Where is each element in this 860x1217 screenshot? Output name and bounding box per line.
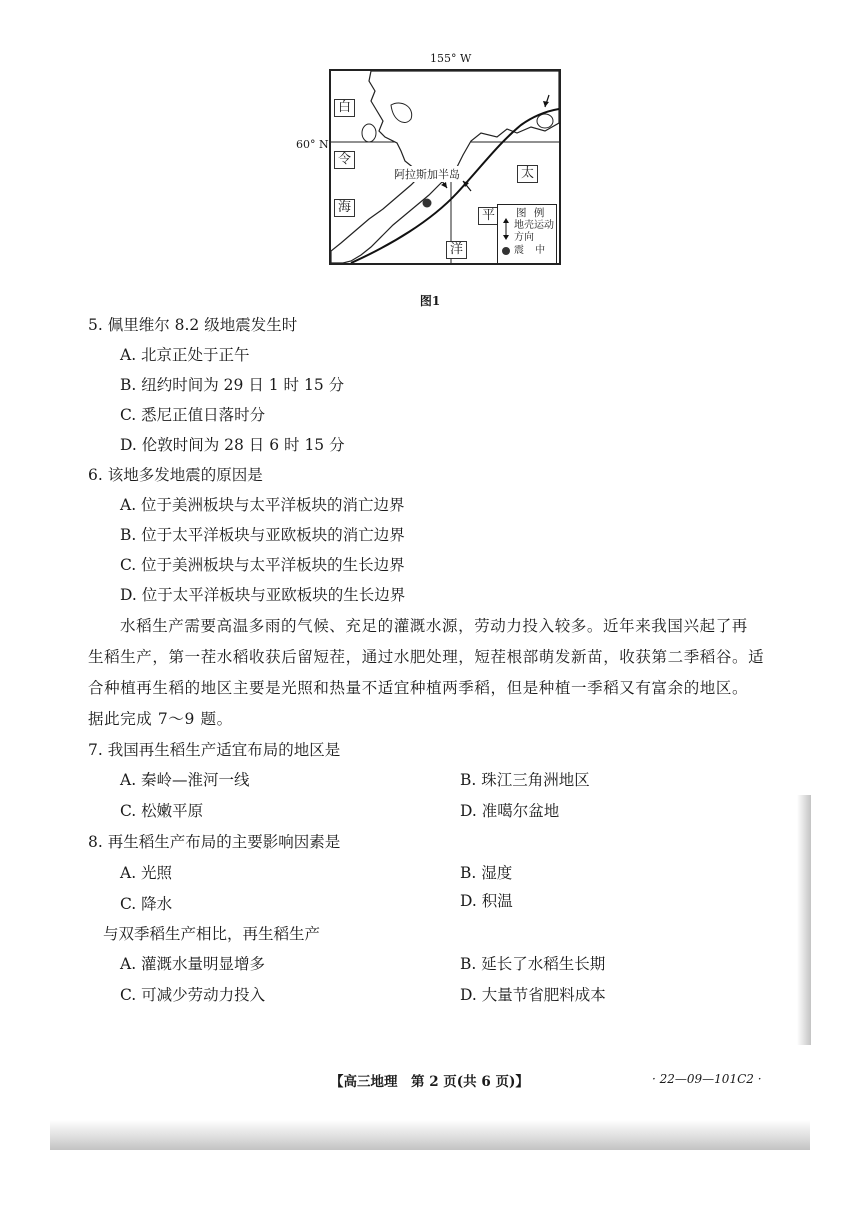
q8-option-d: D. 积温 <box>460 892 513 910</box>
figure-1-map <box>280 48 580 306</box>
figure-caption: 图1 <box>419 294 441 308</box>
q7-option-b: B. 珠江三角洲地区 <box>460 771 590 789</box>
q8-option-a: A. 光照 <box>120 864 173 882</box>
q7-option-a: A. 秦岭—淮河一线 <box>120 771 250 789</box>
map-label-pacific-3: 洋 <box>446 241 467 259</box>
q8-option-c: C. 降水 <box>120 895 173 913</box>
question-5-stem: 5. 佩里维尔 8.2 级地震发生时 <box>88 316 298 334</box>
q8-option-b: B. 湿度 <box>460 864 513 882</box>
map-label-bering-3: 海 <box>334 199 355 217</box>
q6-option-a: A. 位于美洲板块与太平洋板块的消亡边界 <box>120 496 405 514</box>
q5-option-d: D. 伦敦时间为 28 日 6 时 15 分 <box>120 436 345 454</box>
map-label-bering-1: 白 <box>334 99 355 117</box>
q6-option-c: C. 位于美洲板块与太平洋板块的生长边界 <box>120 556 405 574</box>
q7-option-c: C. 松嫩平原 <box>120 802 204 820</box>
scan-shadow <box>50 1120 810 1150</box>
legend-epicenter-icon <box>502 247 510 255</box>
question-8-stem: 8. 再生稻生产布局的主要影响因素是 <box>88 833 341 851</box>
longitude-label: 155° W <box>430 52 472 65</box>
map-label-pacific-2: 平 <box>478 207 499 225</box>
map-label-pacific-1: 太 <box>517 165 538 183</box>
q9-option-b: B. 延长了水稻生长期 <box>460 955 606 973</box>
exam-code: · 22—09—101C2 · <box>652 1072 762 1086</box>
page-footer: 【高三地理 第 2 页(共 6 页)】 <box>330 1074 529 1090</box>
q9-option-c: C. 可减少劳动力投入 <box>120 986 266 1004</box>
passage-line-2: 生稻生产，第一茬水稻收获后留短茬，通过水肥处理，短茬根部萌发新苗，收获第二季稻谷。适 <box>88 648 765 666</box>
map-legend <box>497 204 557 264</box>
scan-edge <box>797 795 811 1045</box>
q6-option-d: D. 位于太平洋板块与亚欧板块的生长边界 <box>120 586 406 604</box>
q6-option-b: B. 位于太平洋板块与亚欧板块的消亡边界 <box>120 526 405 544</box>
passage-line-3: 合种植再生稻的地区主要是光照和热量不适宜种植两季稻，但是种植一季稻又有富余的地区。 <box>88 679 749 697</box>
legend-title: 图 例 <box>516 207 547 219</box>
q5-option-b: B. 纽约时间为 29 日 1 时 15 分 <box>120 376 345 394</box>
passage-line-1: 水稻生产需要高温多雨的气候、充足的灌溉水源，劳动力投入较多。近年来我国兴起了再 <box>120 617 748 635</box>
map-frame <box>329 69 561 265</box>
legend-arrow-label: 地壳运动方向 <box>514 220 554 243</box>
question-7-stem: 7. 我国再生稻生产适宜布局的地区是 <box>88 741 341 759</box>
passage-line-4: 据此完成 7～9 题。 <box>88 710 233 728</box>
q5-option-a: A. 北京正处于正午 <box>120 346 250 364</box>
q9-option-a: A. 灌溉水量明显增多 <box>120 955 266 973</box>
latitude-label: 60° N <box>296 138 329 151</box>
q7-option-d: D. 准噶尔盆地 <box>460 802 560 820</box>
question-6-stem: 6. 该地多发地震的原因是 <box>88 466 263 484</box>
map-label-alaska-peninsula: 阿拉斯加半岛 <box>394 168 460 181</box>
q5-option-c: C. 悉尼正值日落时分 <box>120 406 266 424</box>
map-label-bering-2: 令 <box>334 151 355 169</box>
question-9-stem: 与双季稻生产相比，再生稻生产 <box>103 925 321 943</box>
q9-option-d: D. 大量节省肥料成本 <box>460 986 606 1004</box>
legend-epicenter-label: 震 中 <box>514 245 550 256</box>
